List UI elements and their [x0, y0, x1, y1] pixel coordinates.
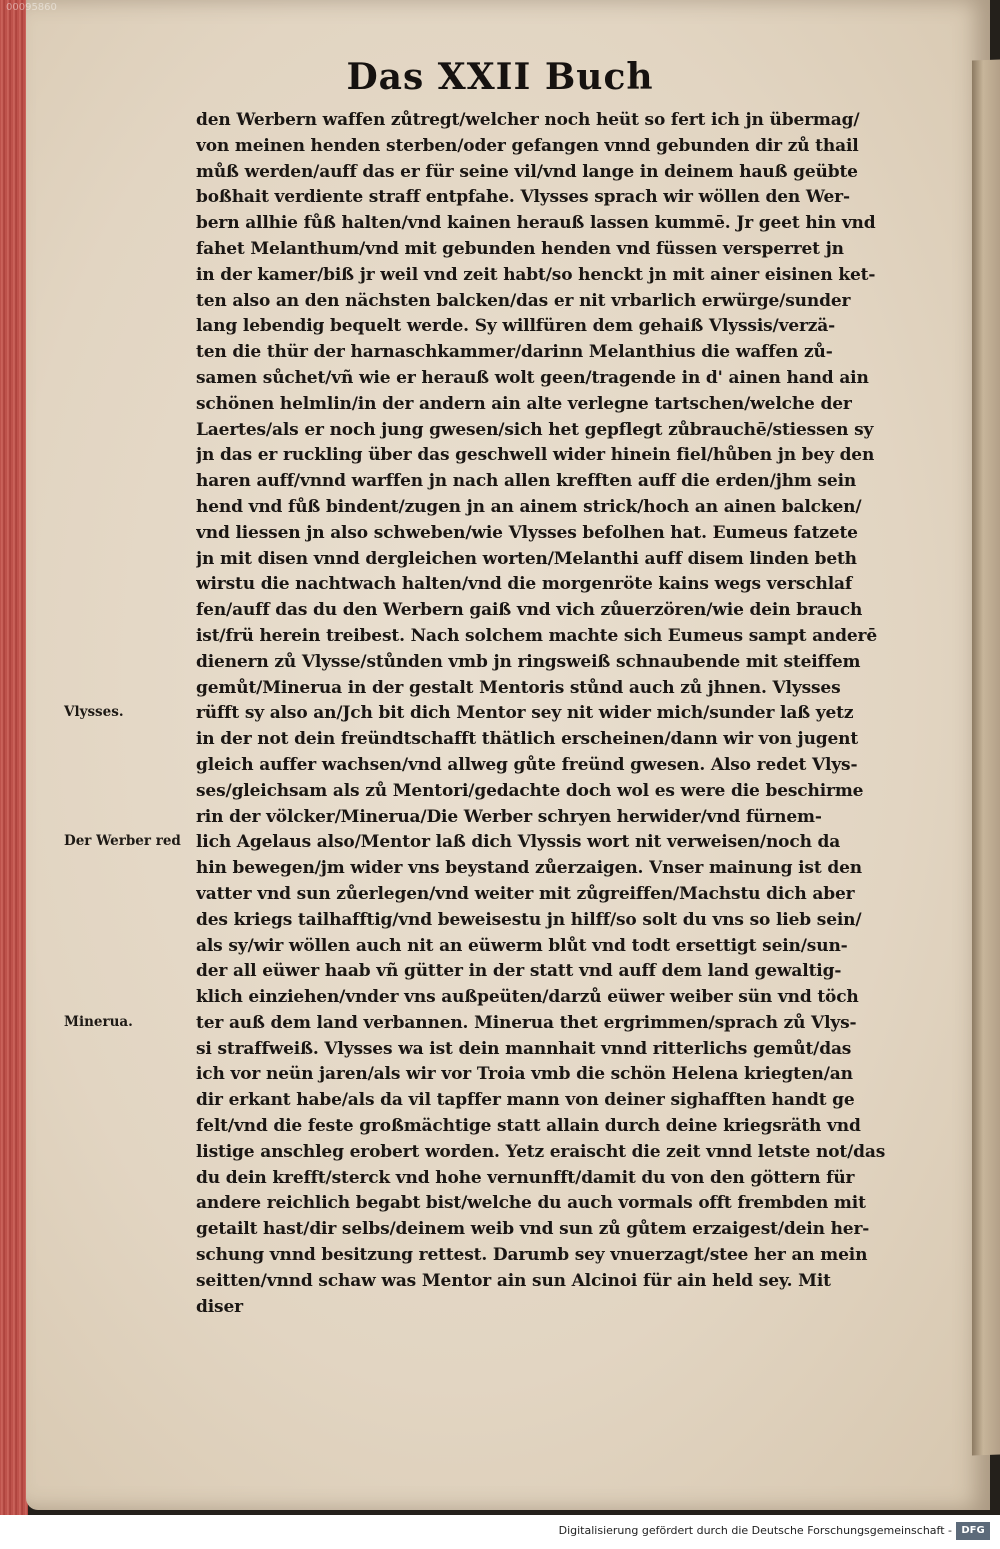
marginal-note: Minerua.: [64, 1014, 133, 1030]
text-line: von meinen henden sterben/oder gefangen vnnd gebunden dir zů thail: [196, 135, 859, 156]
text-line: dienern zů Vlysse/stůnden vmb jn ringsweiß schnaubende mit steiffem: [196, 651, 861, 672]
text-line: si straffweiß. Vlysses wa ist dein mannhait vnnd ritterlichs gemůt/das: [196, 1038, 852, 1059]
text-line: in der kamer/biß jr weil vnd zeit habt/so henckt jn mit ainer eisinen ket-: [196, 264, 876, 285]
text-line: ich vor neün jaren/als wir vor Troia vmb die schön Helena kriegten/an: [196, 1064, 853, 1085]
text-line: jn mit disen vnnd dergleichen worten/Melanthi auff disem linden beth: [196, 548, 857, 569]
text-line: du dein krefft/sterck vnd hohe vernunfft/damit du von den göttern für: [196, 1167, 855, 1188]
body-text: [196, 108, 948, 1320]
footer-credit: Digitalisierung gefördert durch die Deutsche Forschungsgemeinschaft -: [558, 1524, 952, 1537]
running-head: Das XXII Buch: [346, 56, 654, 98]
text-line: hend vnd fůß bindent/zugen jn an ainem strick/hoch an ainen balcken/: [196, 496, 862, 517]
text-line: haren auff/vnnd warffen jn nach allen krefften auff die erden/jhm sein: [196, 471, 857, 492]
text-line: dir erkant habe/als da vil tapffer mann von deiner sighafften handt ge: [196, 1090, 855, 1111]
text-line: boßhait verdiente straff entpfahe. Vlysses sprach wir wöllen den Wer-: [196, 187, 850, 208]
text-line: rin der völcker/Minerua/Die Werber schryen herwider/vnd fürnem-: [196, 806, 822, 827]
text-line: samen sůchet/vñ wie er herauß wolt geen/tragende in d' ainen hand ain: [196, 367, 869, 388]
text-line: ter auß dem land verbannen. Minerua thet ergrimmen/sprach zů Vlys-: [196, 1012, 857, 1033]
text-line: ist/frü herein treibest. Nach solchem machte sich Eumeus sampt anderē: [196, 625, 878, 646]
text-line: ten die thür der harnaschkammer/darinn Melanthius die waffen zů-: [196, 342, 833, 363]
text-line: wirstu die nachtwach halten/vnd die morgenröte kains wegs verschlaf: [196, 574, 853, 595]
text-line: fen/auff das du den Werbern gaiß vnd vich zůuerzören/wie dein brauch: [196, 600, 863, 621]
text-line: schönen helmlin/in der andern ain alte verlegne tartschen/welche der: [196, 393, 852, 414]
text-line: klich einziehen/vnder vns außpeüten/darzů eüwer weiber sün vnd töch: [196, 987, 859, 1008]
text-line: hin bewegen/jm wider vns beystand zůerzaigen. Vnser mainung ist den: [196, 858, 862, 879]
text-line: můß werden/auff das er für seine vil/vnd lange in deinem hauß geübte: [196, 161, 858, 182]
book-fore-edge: [0, 0, 28, 1515]
text-line: seitten/vnnd schaw was Mentor ain sun Alcinoi für ain held sey. Mit: [196, 1270, 831, 1291]
marginal-note: Der Werber red: [64, 833, 181, 850]
text-line: listige anschleg erobert worden. Yetz eraischt die zeit vnnd letste not/das: [196, 1141, 886, 1162]
text-line: felt/vnd die feste großmächtige statt allain durch deine kriegsräth vnd: [196, 1116, 861, 1137]
marginal-note: Vlysses.: [64, 704, 124, 721]
facing-page-edge: [972, 60, 1000, 1456]
text-line: als sy/wir wöllen auch nit an eüwerm blůt vnd todt ersettigt sein/sun-: [196, 935, 848, 956]
text-line: lang lebendig bequelt werde. Sy willfüren dem gehaiß Vlyssis/verzä-: [196, 316, 836, 337]
text-line: jn das er ruckling über das geschwell wider hinein fiel/hůben jn bey den: [196, 445, 875, 466]
text-line: rüfft sy also an/Jch bit dich Mentor sey nit wider mich/sunder laß yetz: [196, 703, 854, 724]
footer-bar: [0, 1515, 1000, 1549]
text-line: vnd liessen jn also schweben/wie Vlysses befolhen hat. Eumeus fatzete: [196, 522, 858, 543]
text-line: Laertes/als er noch jung gwesen/sich het gepflegt zůbrauchē/stiessen sy: [196, 419, 874, 440]
text-line: diser: [196, 1296, 243, 1317]
text-line: den Werbern waffen zůtregt/welcher noch heüt so fert ich jn übermag/: [196, 110, 860, 130]
text-line: lich Agelaus also/Mentor laß dich Vlyssis wort nit verweisen/noch da: [196, 832, 841, 853]
text-line: gleich auffer wachsen/vnd allweg gůte freünd gwesen. Also redet Vlys-: [196, 754, 858, 775]
text-line: vatter vnd sun zůerlegen/vnd weiter mit zůgreiffen/Machstu dich aber: [196, 883, 855, 904]
text-line: bern allhie fůß halten/vnd kainen herauß lassen kummē. Jr geet hin vnd: [196, 213, 876, 234]
text-line: in der not dein freündtschafft thätlich erscheinen/dann wir von jugent: [196, 729, 859, 750]
image-id-fragment: 00095860: [6, 2, 57, 13]
dfg-logo: DFG: [956, 1522, 990, 1540]
text-line: fahet Melanthum/vnd mit gebunden henden vnd füssen versperret jn: [196, 238, 844, 259]
text-line: ten also an den nächsten balcken/das er nit vrbarlich erwürge/sunder: [196, 290, 851, 311]
text-line: schung vnnd besitzung rettest. Darumb sey vnuerzagt/stee her an mein: [196, 1245, 868, 1266]
text-line: gemůt/Minerua in der gestalt Mentoris stůnd auch zů jhnen. Vlysses: [196, 677, 841, 698]
text-line: der all eüwer haab vñ gütter in der statt vnd auff dem land gewaltig-: [196, 961, 842, 982]
text-line: ses/gleichsam als zů Mentori/gedachte doch wol es were die beschirme: [196, 780, 864, 801]
text-line: des kriegs tailhafftig/vnd beweisestu jn hilff/so solt du vns so lieb sein/: [196, 909, 862, 930]
text-line: getailt hast/dir selbs/deinem weib vnd sun zů gůtem erzaigest/dein her-: [196, 1219, 870, 1240]
text-line: andere reichlich begabt bist/welche du auch vormals offt frembden mit: [196, 1193, 866, 1214]
